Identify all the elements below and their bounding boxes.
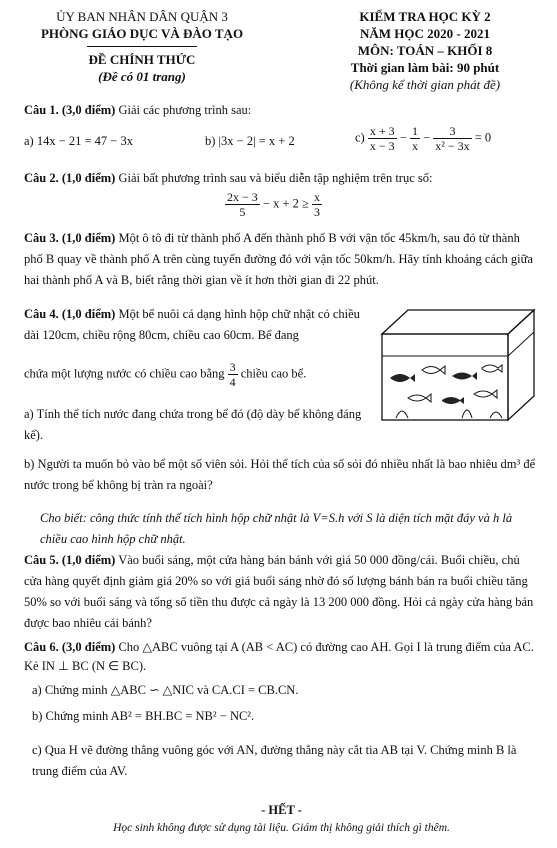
q4-text-2-post: chiều cao bể. bbox=[240, 366, 307, 381]
q1-c-fraction-3: $\frac{3}{\text{x² − 3x}}$ bbox=[435, 124, 470, 153]
q2-fraction-2: $\frac{x}{3}$ bbox=[314, 190, 320, 219]
q1-text: Giải các phương trình sau: bbox=[118, 103, 252, 117]
q1-c-equals: = 0 bbox=[474, 130, 492, 145]
q6-label: Câu 6. (3,0 điểm) bbox=[24, 640, 116, 654]
q1-part-b: b) |3x − 2| = x + 2 bbox=[205, 134, 295, 148]
q1-c-minus-1: − bbox=[399, 130, 407, 145]
q6-text: Cho △ABC vuông tại A (AB < AC) có đường cao AH. Gọi I là trung điểm của AC. Kẻ IN ⊥ BC (N ∈ BC). bbox=[24, 640, 534, 673]
question-6 bbox=[24, 638, 539, 676]
q2-text: Giải bất phương trình sau và biểu diễn tập nghiệm trên trục số: bbox=[118, 171, 433, 185]
q4-part-b: b) Người ta muốn bỏ vào bể một số viên sỏi. Hỏi thể tích của số sỏi đó nhiều nhất là bao nhiêu dm³ để nước trong bể không bị tràn ra ngoài? bbox=[24, 457, 536, 492]
question-4 bbox=[24, 304, 364, 346]
q3-text: Một ô tô đi từ thành phố A đến thành phố B với vận tốc 45km/h, sau đó từ thành phố B quay về thành phố A trên cùng tuyến đường đó với vận tốc 50km/h. Hãy tính khoảng cách giữa hai thành phố A và B, biết rằng thời gian về ít hơn thời gian đi 22 phút. bbox=[24, 231, 533, 287]
question-5 bbox=[24, 550, 539, 634]
exam-title: KIỂM TRA HỌC KỲ 2 bbox=[359, 9, 491, 24]
district-name: ỦY BAN NHÂN DÂN QUẬN 3 bbox=[56, 9, 228, 24]
q2-middle: − x + 2 ≥ bbox=[262, 196, 309, 211]
q1-c-prefix: c) bbox=[355, 130, 365, 145]
q3-label: Câu 3. (1,0 điểm) bbox=[24, 231, 116, 245]
q4-text-1: Một bể nuôi cá dạng hình hộp chữ nhật có chiều dài 120cm, chiều rộng 80cm, chiều cao 60cm. Bể đang bbox=[24, 307, 360, 342]
q4-note: Cho biết: công thức tính thể tích hình hộp chữ nhật là V=S.h với S là diện tích mặt đáy và h là chiều cao hình hộp chữ nhật. bbox=[40, 511, 513, 546]
header-divider bbox=[87, 46, 197, 47]
q6-part-c: c) Qua H vẽ đường thẳng vuông góc với AN, đường thẳng này cắt tia AB tại V. Chứng minh B là trung điểm của AV. bbox=[32, 743, 517, 778]
school-year: NĂM HỌC 2020 - 2021 bbox=[360, 26, 490, 41]
q4-text-2-pre: chứa một lượng nước có chiều cao bằng bbox=[24, 366, 225, 381]
q1-c-minus-2: − bbox=[423, 130, 431, 145]
question-1 bbox=[24, 100, 539, 121]
end-marker: - HẾT - bbox=[261, 803, 302, 817]
q6-part-b: b) Chứng minh AB² = BH.BC = NB² − NC². bbox=[32, 709, 255, 723]
q4-part-a: a) Tính thể tích nước đang chứa trong bể đó (độ dày bể không đáng kể). bbox=[24, 407, 362, 442]
q2-inequality bbox=[225, 190, 322, 219]
q4-water-level bbox=[24, 360, 306, 389]
q5-label: Câu 5. (1,0 điểm) bbox=[24, 553, 116, 567]
q1-c-fraction-1: $\frac{x + 3}{x - 3}$ bbox=[369, 124, 395, 153]
aquarium-icon bbox=[378, 306, 538, 424]
department-name: PHÒNG GIÁO DỤC VÀ ĐÀO TẠO bbox=[40, 26, 244, 41]
duration-note: (Không kể thời gian phát đề) bbox=[349, 77, 501, 92]
subject: MÔN: TOÁN – KHỐI 8 bbox=[357, 43, 493, 58]
q4-label: Câu 4. (1,0 điểm) bbox=[24, 307, 116, 321]
q5-text: Vào buổi sáng, một cửa hàng bán bánh với giá 50 000 đồng/cái. Buổi chiều, chủ cửa hàng quyết định giảm giá 20% so với giá buổi sáng nhờ đó số lượng bánh bán ra buổi chiều tăng 50% so với buổi sáng và tổng số tiền thu được cả ngày là 13 200 000 đồng. Hỏi cả ngày cửa hàng bán được bao nhiêu cái bánh? bbox=[24, 553, 534, 630]
question-3 bbox=[24, 228, 539, 291]
footer-note: Học sinh không được sử dụng tài liệu. Giám thị không giải thích gì thêm. bbox=[113, 822, 450, 834]
official-label: ĐỀ CHÍNH THỨC bbox=[88, 52, 196, 67]
q1-label: Câu 1. (3,0 điểm) bbox=[24, 103, 116, 117]
q6-part-a: a) Chứng minh △ABC ∽ △NIC và CA.CI = CB.CN. bbox=[32, 683, 299, 697]
question-2 bbox=[24, 168, 539, 189]
q4-fraction: $\frac{3}{4}$ bbox=[229, 360, 236, 389]
q1-part-a: a) 14x − 21 = 47 − 3x bbox=[24, 134, 133, 148]
q1-c-fraction-2: $\frac{1}{x}$ bbox=[411, 124, 418, 153]
header-right bbox=[300, 8, 550, 93]
page-count: (Đề có 01 trang) bbox=[98, 69, 186, 84]
q2-label: Câu 2. (1,0 điểm) bbox=[24, 171, 116, 185]
header-left bbox=[22, 8, 262, 85]
duration: Thời gian làm bài: 90 phút bbox=[350, 60, 500, 75]
q2-fraction-1: $\frac{2x - 3}{5}$ bbox=[227, 190, 258, 219]
q1-part-c bbox=[355, 124, 491, 153]
